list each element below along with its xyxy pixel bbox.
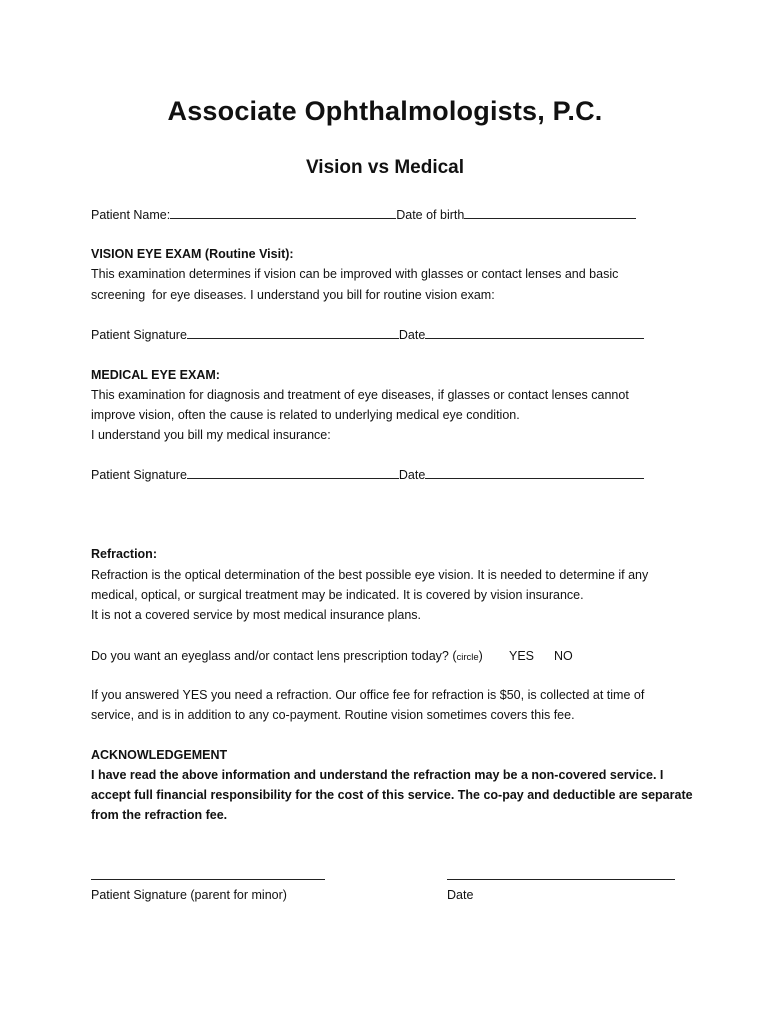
final-signature-field[interactable] <box>91 878 325 880</box>
patient-name-field[interactable] <box>170 207 396 219</box>
patient-info-row <box>91 207 636 223</box>
refraction-fee-text-2: service, and is in addition to any co-payment. Routine vision sometimes covers this fee. <box>91 708 575 722</box>
medical-exam-heading: MEDICAL EYE EXAM: <box>91 368 220 382</box>
yes-option[interactable]: YES <box>509 649 535 663</box>
acknowledgement-text-1: I have read the above information and understand the refraction may be a non-covered service. I <box>91 768 664 782</box>
medical-date-field[interactable] <box>425 467 644 479</box>
vision-signature-row <box>91 327 644 343</box>
refraction-fee-text-1: If you answered YES you need a refraction. Our office fee for refraction is $50, is collected at time of <box>91 688 645 702</box>
final-date-label: Date <box>447 888 474 902</box>
no-option[interactable]: NO <box>554 649 573 663</box>
medical-exam-text-3: I understand you bill my medical insurance: <box>91 428 331 442</box>
vision-date-label: Date <box>398 328 426 342</box>
prescription-question <box>91 648 483 666</box>
refraction-heading: Refraction: <box>91 547 157 561</box>
final-date-field[interactable] <box>447 878 675 880</box>
acknowledgement-heading: ACKNOWLEDGEMENT <box>91 748 228 762</box>
vision-signature-label: Patient Signature <box>91 328 187 342</box>
vision-signature-field[interactable] <box>187 327 399 339</box>
question-close-paren: ) <box>478 649 483 663</box>
prescription-question-text: Do you want an eyeglass and/or contact lens prescription today? ( <box>91 649 457 663</box>
medical-signature-row <box>91 467 644 483</box>
vision-date-field[interactable] <box>425 327 644 339</box>
medical-exam-text-1: This examination for diagnosis and treatment of eye diseases, if glasses or contact lenses cannot <box>91 388 629 402</box>
acknowledgement-text-3: from the refraction fee. <box>91 808 228 822</box>
final-signature-label: Patient Signature (parent for minor) <box>91 888 287 902</box>
dob-label: Date of birth <box>396 208 465 222</box>
acknowledgement-text-2: accept full financial responsibility for the cost of this service. The co-pay and deductible are separate <box>91 788 693 802</box>
dob-field[interactable] <box>464 207 636 219</box>
medical-exam-text-2: improve vision, often the cause is related to underlying medical eye condition. <box>91 408 520 422</box>
medical-signature-label: Patient Signature <box>91 468 187 482</box>
vision-exam-text-1: This examination determines if vision can be improved with glasses or contact lenses and basic <box>91 267 619 281</box>
page-title: Associate Ophthalmologists, P.C. <box>167 96 603 126</box>
vision-exam-heading: VISION EYE EXAM (Routine Visit): <box>91 247 294 261</box>
medical-signature-field[interactable] <box>187 467 399 479</box>
refraction-text-3: It is not a covered service by most medical insurance plans. <box>91 608 422 622</box>
refraction-text-1: Refraction is the optical determination of the best possible eye vision. It is needed to determine if any <box>91 568 649 582</box>
page-subtitle: Vision vs Medical <box>305 157 465 178</box>
medical-date-label: Date <box>398 468 426 482</box>
circle-note: circle <box>456 652 479 663</box>
patient-name-label: Patient Name: <box>91 208 171 222</box>
vision-exam-text-2: screening for eye diseases. I understand you bill for routine vision exam: <box>91 288 495 302</box>
refraction-text-2: medical, optical, or surgical treatment may be indicated. It is covered by vision insurance. <box>91 588 584 602</box>
